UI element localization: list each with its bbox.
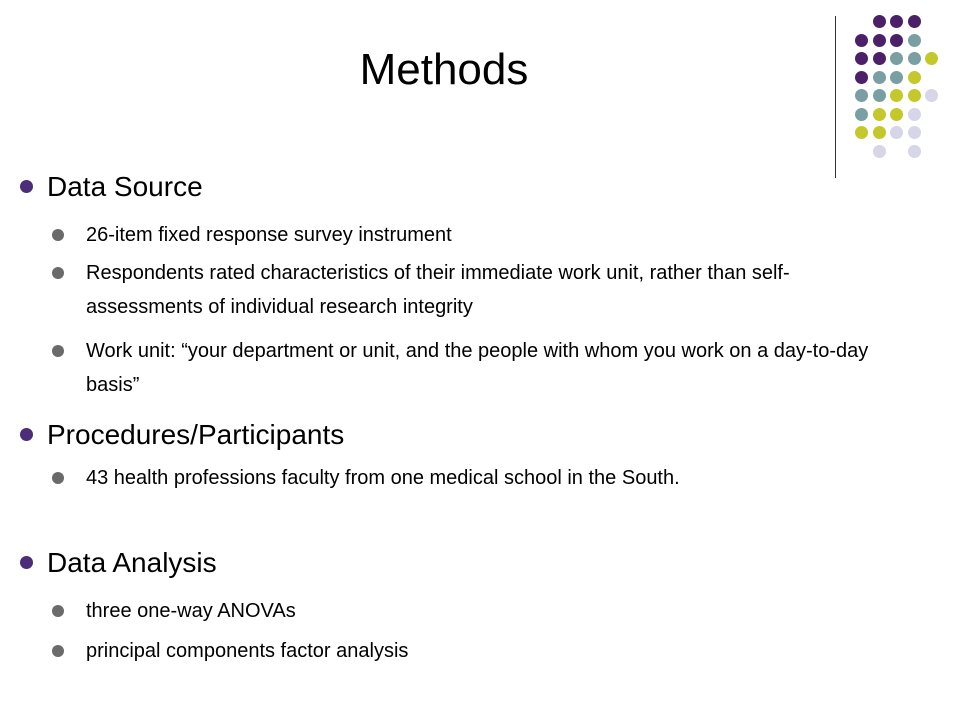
list-item: 43 health professions faculty from one medical school in the South. bbox=[86, 467, 680, 489]
decorative-dot bbox=[890, 15, 903, 28]
decorative-dot bbox=[908, 52, 921, 65]
section-heading-data-analysis: Data Analysis bbox=[47, 547, 217, 578]
decorative-dot bbox=[890, 108, 903, 121]
bullet-icon bbox=[52, 229, 64, 241]
decorative-dot bbox=[908, 108, 921, 121]
decorative-dot bbox=[873, 145, 886, 158]
bullet-icon bbox=[20, 428, 33, 441]
bullet-icon bbox=[20, 556, 33, 569]
decorative-dot bbox=[890, 89, 903, 102]
bullet-icon bbox=[52, 645, 64, 657]
slide-title: Methods bbox=[359, 45, 529, 94]
section-heading-procedures: Procedures/Participants bbox=[47, 419, 345, 450]
list-item: Respondents rated characteristics of their immediate work unit, rather than self-assessments of individual research integrity bbox=[86, 262, 790, 318]
bullet-icon bbox=[20, 180, 33, 193]
decorative-dot bbox=[873, 89, 886, 102]
decorative-dot bbox=[925, 52, 938, 65]
decorative-dot bbox=[925, 89, 938, 102]
list-item: Work unit: “your department or unit, and the people with whom you work on a day-to-day basis” bbox=[86, 340, 869, 396]
decorative-dot bbox=[873, 71, 886, 84]
bullet-icon bbox=[52, 345, 64, 357]
decorative-dot bbox=[908, 145, 921, 158]
decorative-dot bbox=[855, 89, 868, 102]
decorative-dot bbox=[855, 34, 868, 47]
decorative-dot bbox=[873, 126, 886, 139]
decorative-dot bbox=[855, 126, 868, 139]
bullet-icon bbox=[52, 267, 64, 279]
bullet-icon bbox=[52, 605, 64, 617]
decorative-dot bbox=[908, 15, 921, 28]
decorative-dot bbox=[890, 52, 903, 65]
decorative-dot bbox=[855, 108, 868, 121]
list-item: 26-item fixed response survey instrument bbox=[86, 224, 452, 246]
decorative-dot bbox=[855, 71, 868, 84]
decorative-dot bbox=[890, 71, 903, 84]
decorative-dot bbox=[908, 71, 921, 84]
bullet-icon bbox=[52, 472, 64, 484]
decorative-dot bbox=[873, 15, 886, 28]
decorative-dot bbox=[855, 52, 868, 65]
decorative-dot bbox=[873, 34, 886, 47]
decorative-dot bbox=[908, 34, 921, 47]
decorative-dot bbox=[890, 34, 903, 47]
decorative-dot bbox=[908, 126, 921, 139]
list-item: principal components factor analysis bbox=[86, 640, 409, 662]
decorative-dot bbox=[873, 108, 886, 121]
decorative-dot bbox=[908, 89, 921, 102]
decorative-dot bbox=[873, 52, 886, 65]
list-item: three one-way ANOVAs bbox=[86, 600, 296, 622]
decorative-dot bbox=[890, 126, 903, 139]
section-heading-data-source: Data Source bbox=[47, 171, 203, 202]
